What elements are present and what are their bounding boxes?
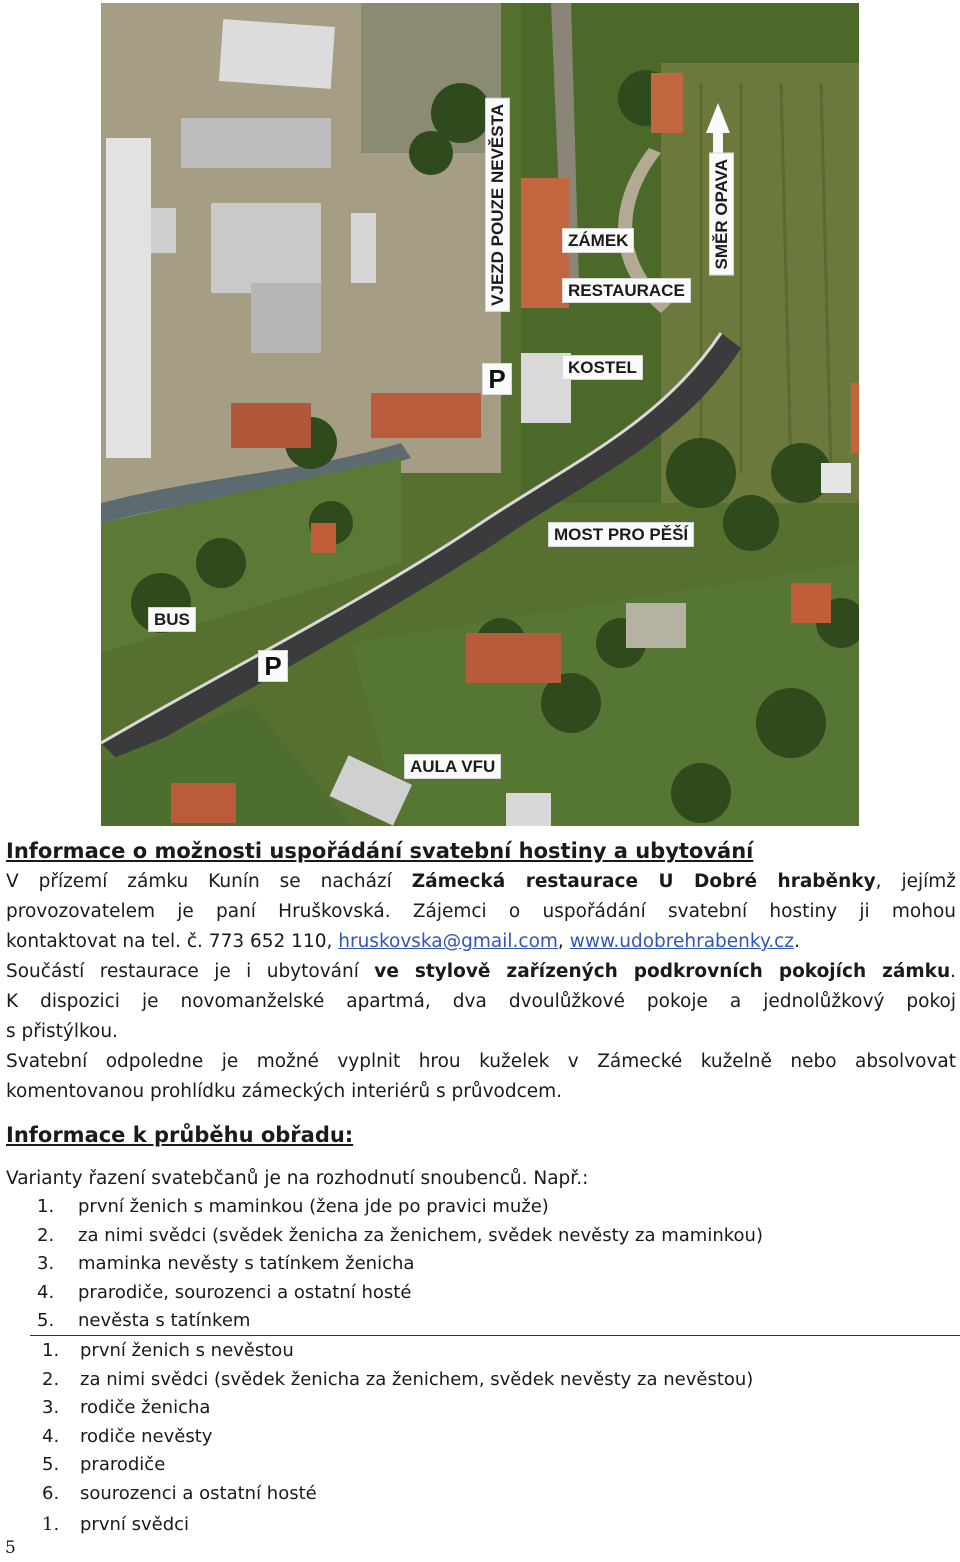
label-parking-north: P bbox=[482, 363, 512, 395]
map-photo bbox=[101, 3, 859, 826]
label-kostel: KOSTEL bbox=[562, 355, 643, 380]
list-item: 4. rodiče nevěsty bbox=[42, 1425, 213, 1447]
list-item: 2. za nimi svědci (svědek ženicha za ženichem, svědek nevěsty za maminkou) bbox=[37, 1224, 763, 1246]
list-item: 5. nevěsta s tatínkem bbox=[37, 1310, 251, 1331]
list-item: 3. maminka nevěsty s tatínkem ženicha bbox=[37, 1253, 415, 1274]
page-number: 5 bbox=[5, 1538, 16, 1558]
p4-line1: Svatební odpoledne je možné vyplnit hrou kuželek v Zámecké kuželně nebo absolvovat bbox=[6, 1051, 956, 1072]
list-item: 2. za nimi svědci (svědek ženicha za ženichem, svědek nevěsty za nevěstou) bbox=[42, 1368, 754, 1390]
label-aula-vfu: AULA VFU bbox=[404, 754, 501, 779]
p1-line3: kontaktovat na tel. č. 773 652 110, hruskovska@gmail.com, www.udobrehrabenky.cz. bbox=[6, 931, 800, 952]
list-item: 5. prarodiče bbox=[42, 1454, 166, 1475]
label-smer-opava: SMĚR OPAVA bbox=[709, 153, 734, 276]
variant-a-list bbox=[37, 1193, 763, 1336]
p1-line2: provozovatelem je paní Hruškovská. Zájemci o uspořádání svatební hostiny ji mohou bbox=[6, 901, 956, 922]
list-item: 4. prarodiče, sourozenci a ostatní hosté bbox=[37, 1281, 412, 1303]
p2-line: Součástí restaurace je i ubytování ve stylově zařízených podkrovních pokojích zámku. bbox=[6, 961, 956, 982]
label-vjezd-pouze-nevesta: VJEZD POUZE NEVĚSTA bbox=[485, 98, 510, 312]
rooms-highlight: ve stylově zařízených podkrovních pokojích zámku bbox=[374, 961, 951, 982]
label-most-pro-pesi: MOST PRO PĚŠÍ bbox=[548, 522, 694, 547]
email-link[interactable]: hruskovska@gmail.com bbox=[338, 931, 558, 952]
section-title-wedding-reception: Informace o možnosti uspořádání svatební hostiny a ubytování bbox=[6, 839, 754, 863]
variant-b-list bbox=[42, 1337, 753, 1508]
ceremony-intro: Varianty řazení svatebčanů je na rozhodnutí snoubenců. Např.: bbox=[6, 1168, 589, 1189]
p1-line1: V přízemí zámku Kunín se nachází Zámecká restaurace U Dobré hraběnky, jejímž bbox=[6, 871, 957, 892]
list-item: 1. první ženich s maminkou (žena jde po pravici muže) bbox=[37, 1196, 549, 1217]
paragraph-restaurant bbox=[6, 867, 956, 1107]
restaurant-name: Zámecká restaurace U Dobré hraběnky bbox=[411, 871, 876, 892]
section-title-ceremony: Informace k průběhu obřadu: bbox=[6, 1123, 354, 1147]
p3-line2: s přistýlkou. bbox=[6, 1021, 118, 1042]
label-zamek: ZÁMEK bbox=[562, 228, 634, 253]
variant-divider bbox=[30, 1335, 960, 1336]
label-restaurace: RESTAURACE bbox=[562, 278, 691, 303]
label-bus: BUS bbox=[148, 607, 196, 632]
p4-line2: komentovanou prohlídku zámeckých interiérů s průvodcem. bbox=[6, 1081, 563, 1102]
list-item: 1. první ženich s nevěstou bbox=[42, 1340, 294, 1361]
aerial-map bbox=[101, 3, 859, 826]
list-item: 6. sourozenci a ostatní hosté bbox=[42, 1482, 317, 1504]
label-parking-south: P bbox=[258, 650, 288, 682]
list-item: 3. rodiče ženicha bbox=[42, 1397, 211, 1418]
variant-c-first-item: 1. první svědci bbox=[42, 1514, 190, 1535]
p3-line1: K dispozici je novomanželské apartmá, dva dvoulůžkové pokoje a jednolůžkový pokoj bbox=[6, 991, 956, 1012]
website-link[interactable]: www.udobrehrabenky.cz bbox=[569, 931, 795, 952]
